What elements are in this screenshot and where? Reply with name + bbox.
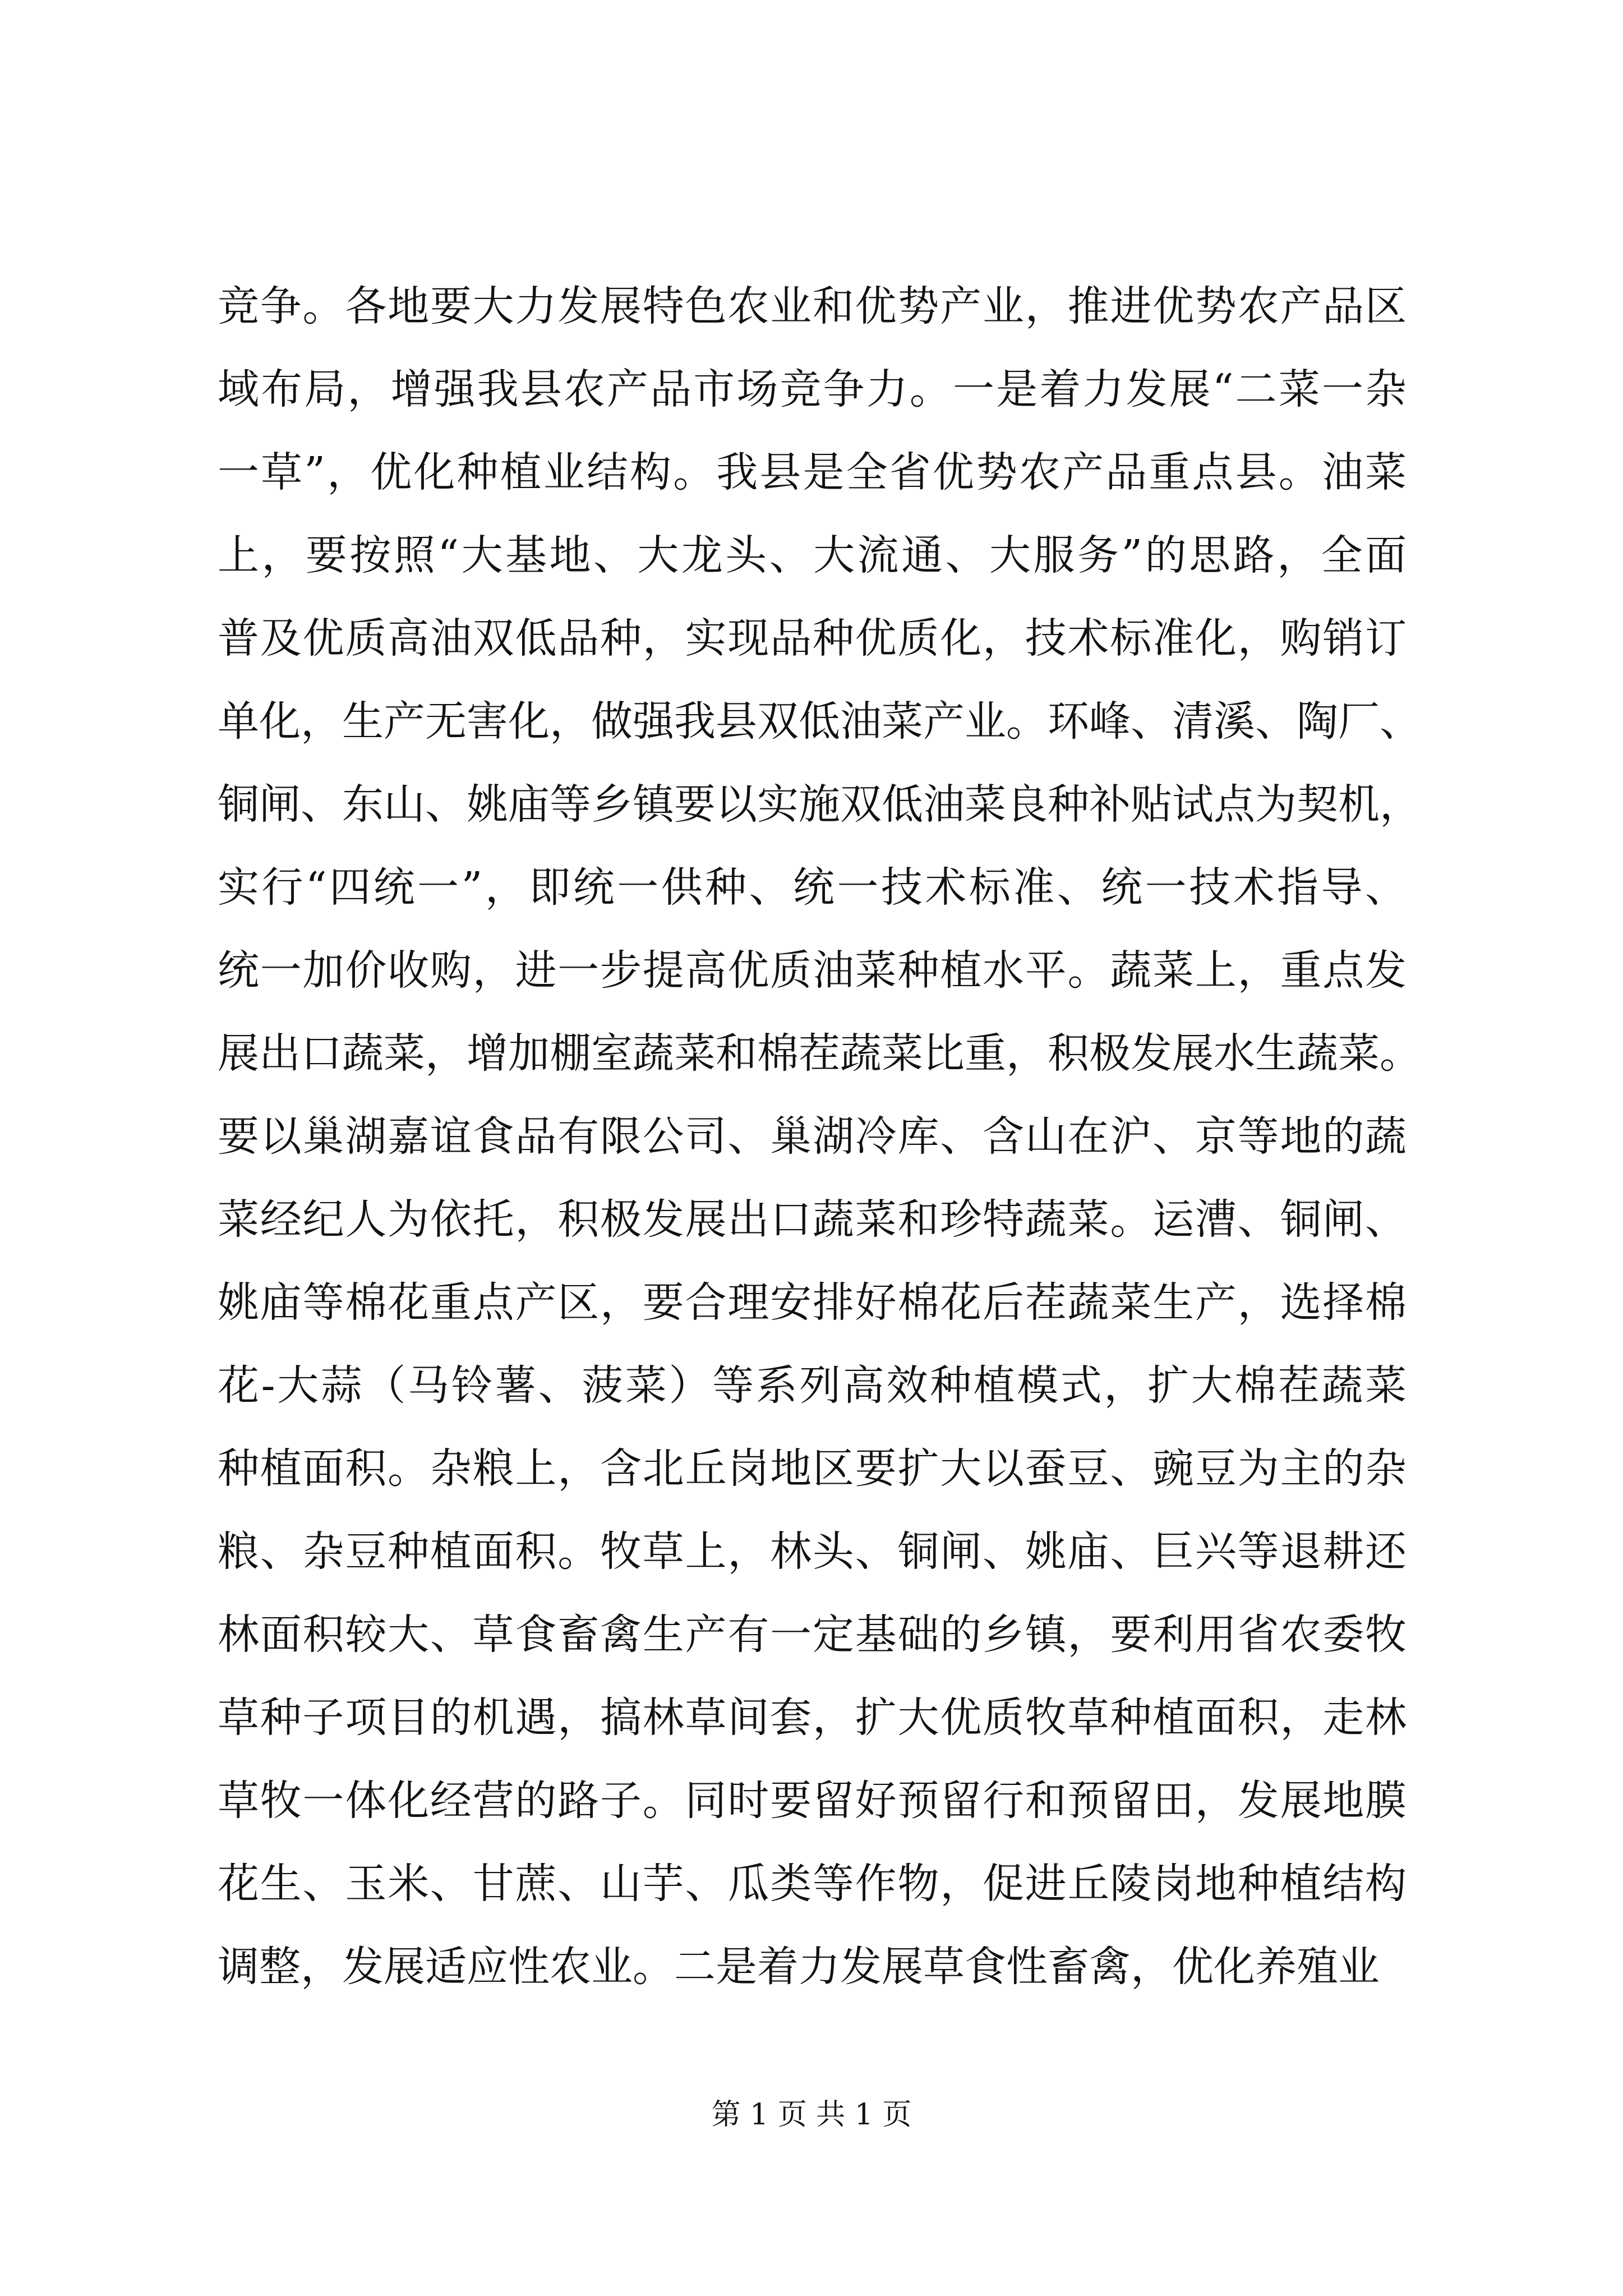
text-line: 域布局，增强我县农产品市场竞争力。一是着力发展“二菜一杂 bbox=[218, 365, 1407, 413]
text-line: 草种子项目的机遇，搞林草间套，扩大优质牧草种植面积，走林 bbox=[218, 1694, 1407, 1742]
page-footer: 第 1 页 共 1 页 bbox=[711, 2098, 912, 2132]
text-line: 上，要按照“大基地、大龙头、大流通、大服务”的思路，全面 bbox=[218, 531, 1407, 579]
body-text bbox=[218, 265, 1421, 2008]
text-line: 要以巢湖嘉谊食品有限公司、巢湖冷库、含山在沪、京等地的蔬 bbox=[218, 1112, 1407, 1161]
text-line: 竞争。各地要大力发展特色农业和优势产业，推进优势农产品区 bbox=[218, 282, 1407, 330]
text-line: 一草”，优化种植业结构。我县是全省优势农产品重点县。油菜 bbox=[218, 448, 1407, 496]
text-line: 林面积较大、草食畜禽生产有一定基础的乡镇，要利用省农委牧 bbox=[218, 1611, 1407, 1659]
text-line: 花-大蒜（马铃薯、菠菜）等系列高效种植模式，扩大棉茬蔬菜 bbox=[218, 1361, 1407, 1410]
text-line: 调整，发展适应性农业。二是着力发展草食性畜禽，优化养殖业 bbox=[218, 1943, 1380, 1991]
text-line: 粮、杂豆种植面积。牧草上，林头、铜闸、姚庙、巨兴等退耕还 bbox=[218, 1527, 1407, 1576]
text-line: 姚庙等棉花重点产区，要合理安排好棉花后茬蔬菜生产，选择棉 bbox=[218, 1278, 1407, 1327]
text-line: 种植面积。杂粮上，含北丘岗地区要扩大以蚕豆、豌豆为主的杂 bbox=[218, 1444, 1407, 1493]
text-line: 铜闸、东山、姚庙等乡镇要以实施双低油菜良种补贴试点为契机， bbox=[218, 780, 1421, 829]
text-line: 菜经纪人为依托，积极发展出口蔬菜和珍特蔬菜。运漕、铜闸、 bbox=[218, 1195, 1407, 1244]
text-line: 统一加价收购，进一步提高优质油菜种植水平。蔬菜上，重点发 bbox=[218, 946, 1407, 995]
text-line: 实行“四统一”，即统一供种、统一技术标准、统一技术指导、 bbox=[218, 863, 1407, 912]
text-line: 草牧一体化经营的路子。同时要留好预留行和预留田，发展地膜 bbox=[218, 1777, 1407, 1825]
text-line: 花生、玉米、甘蔗、山芋、瓜类等作物，促进丘陵岗地种植结构 bbox=[218, 1860, 1407, 1908]
text-line: 展出口蔬菜，增加棚室蔬菜和棉茬蔬菜比重，积极发展水生蔬菜。 bbox=[218, 1029, 1421, 1078]
text-line: 普及优质高油双低品种，实现品种优质化，技术标准化，购销订 bbox=[218, 614, 1407, 662]
text-line: 单化，生产无害化，做强我县双低油菜产业。环峰、清溪、陶厂、 bbox=[218, 697, 1421, 746]
